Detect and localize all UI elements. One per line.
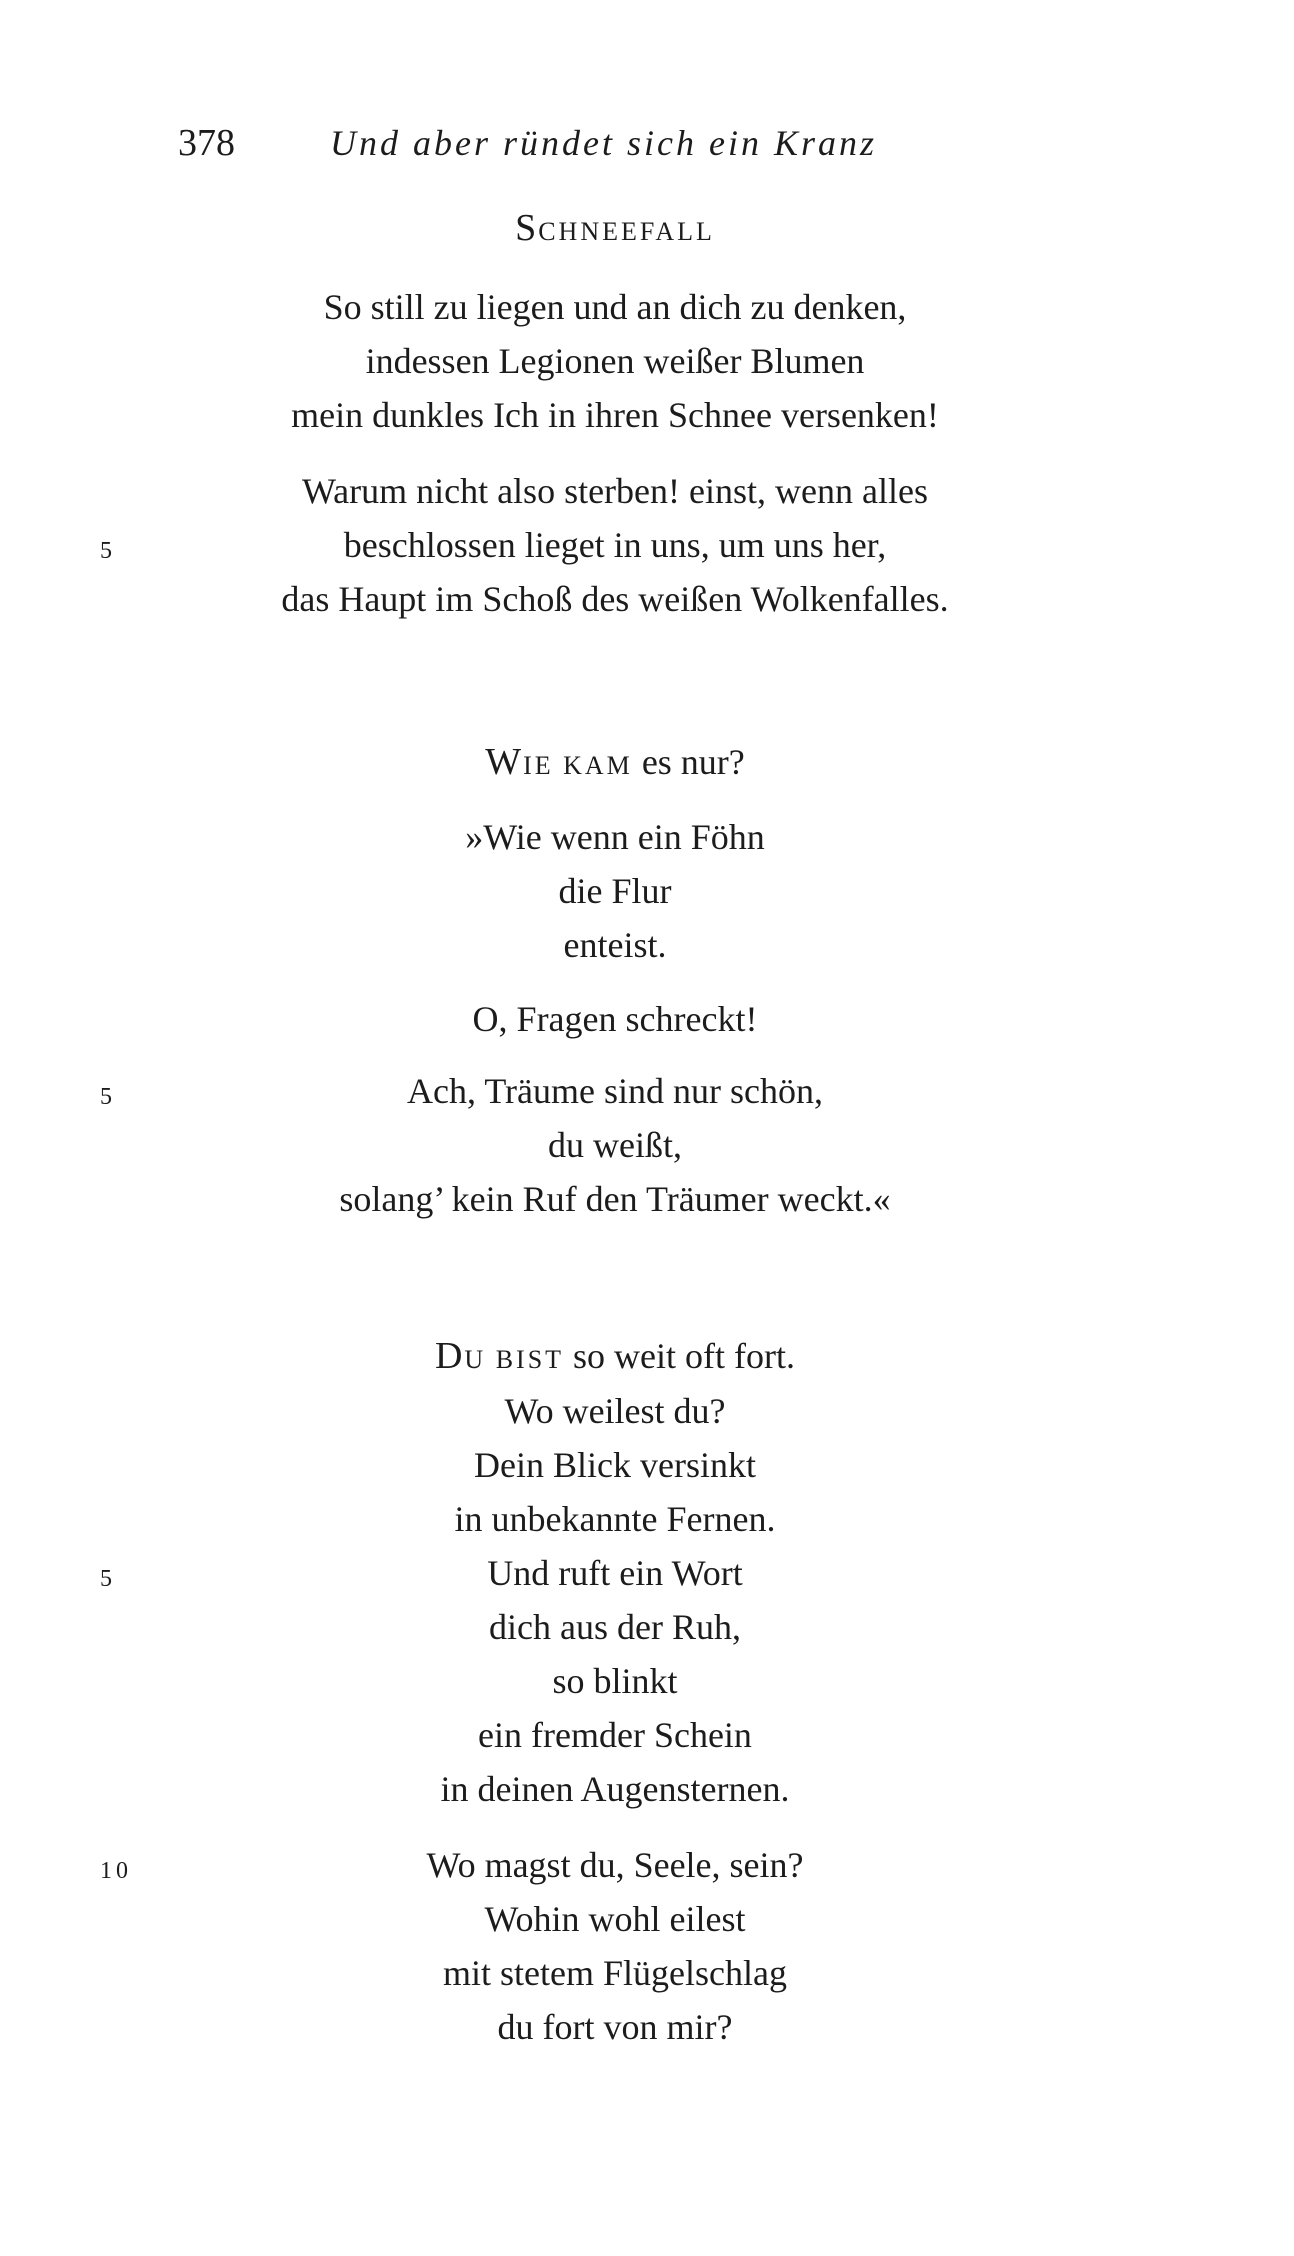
verse-line: ein fremder Schein (478, 1715, 752, 1755)
verse-line: So still zu liegen und an dich zu denken, (323, 287, 907, 327)
verse-line: in unbekannte Fernen. (454, 1499, 776, 1539)
page-number: 378 (178, 122, 235, 164)
verse-line: indessen Legionen weißer Blumen (365, 341, 865, 381)
verse-line: solang’ kein Ruf den Träumer weckt.« (339, 1179, 891, 1219)
title-initial: S (515, 207, 539, 249)
verse-line: enteist. (563, 925, 667, 965)
verse-line: so blinkt (552, 1661, 678, 1701)
verse-line: Warum nicht also sterben! einst, wenn alles (302, 471, 928, 511)
title-smallcaps: CHNEEFALL (538, 217, 715, 246)
poem-title-du-bist-so-weit-oft-fort (0, 1334, 1230, 1382)
line-number: 10 (100, 1858, 132, 1884)
title-initial: W (485, 741, 524, 783)
title-smallcaps: U BIST (464, 1345, 565, 1374)
verse-line: Dein Blick versinkt (474, 1445, 756, 1485)
running-title: Und aber ründet sich ein Kranz (330, 123, 877, 163)
line-number: 5 (100, 538, 116, 564)
verse-line: die Flur (558, 871, 672, 911)
verse-line: Wo weilest du? (504, 1391, 726, 1431)
line-number: 5 (100, 1084, 116, 1110)
title-tail: so weit oft fort. (564, 1336, 796, 1376)
verse-line: mit stetem Flügelschlag (443, 1953, 787, 1993)
verse-line: das Haupt im Schoß des weißen Wolkenfalles. (281, 579, 949, 619)
title-smallcaps: IE KAM (523, 751, 633, 780)
verse-line: Und ruft ein Wort (487, 1553, 743, 1593)
page-header (178, 118, 908, 168)
verse-line: in deinen Augensternen. (440, 1769, 790, 1809)
title-tail: es nur? (632, 742, 745, 782)
verse-line: Ach, Träume sind nur schön, (407, 1071, 823, 1111)
verse-line: O, Fragen schreckt! (472, 999, 758, 1039)
line-number: 5 (100, 1566, 116, 1592)
verse-line: mein dunkles Ich in ihren Schnee versenken! (291, 395, 939, 435)
verse-line: du fort von mir? (497, 2007, 733, 2047)
verse-line: Wo magst du, Seele, sein? (426, 1845, 804, 1885)
title-initial: D (434, 1335, 465, 1377)
poem-title-wie-kam-es-nur (0, 740, 1230, 788)
verse-line: Wohin wohl eilest (484, 1899, 746, 1939)
poem-title-schneefall (0, 206, 1230, 254)
verse-line: du weißt, (548, 1125, 682, 1165)
verse-line: »Wie wenn ein Föhn (465, 817, 765, 857)
verse-line: dich aus der Ruh, (489, 1607, 741, 1647)
verse-line: beschlossen lieget in uns, um uns her, (343, 525, 887, 565)
